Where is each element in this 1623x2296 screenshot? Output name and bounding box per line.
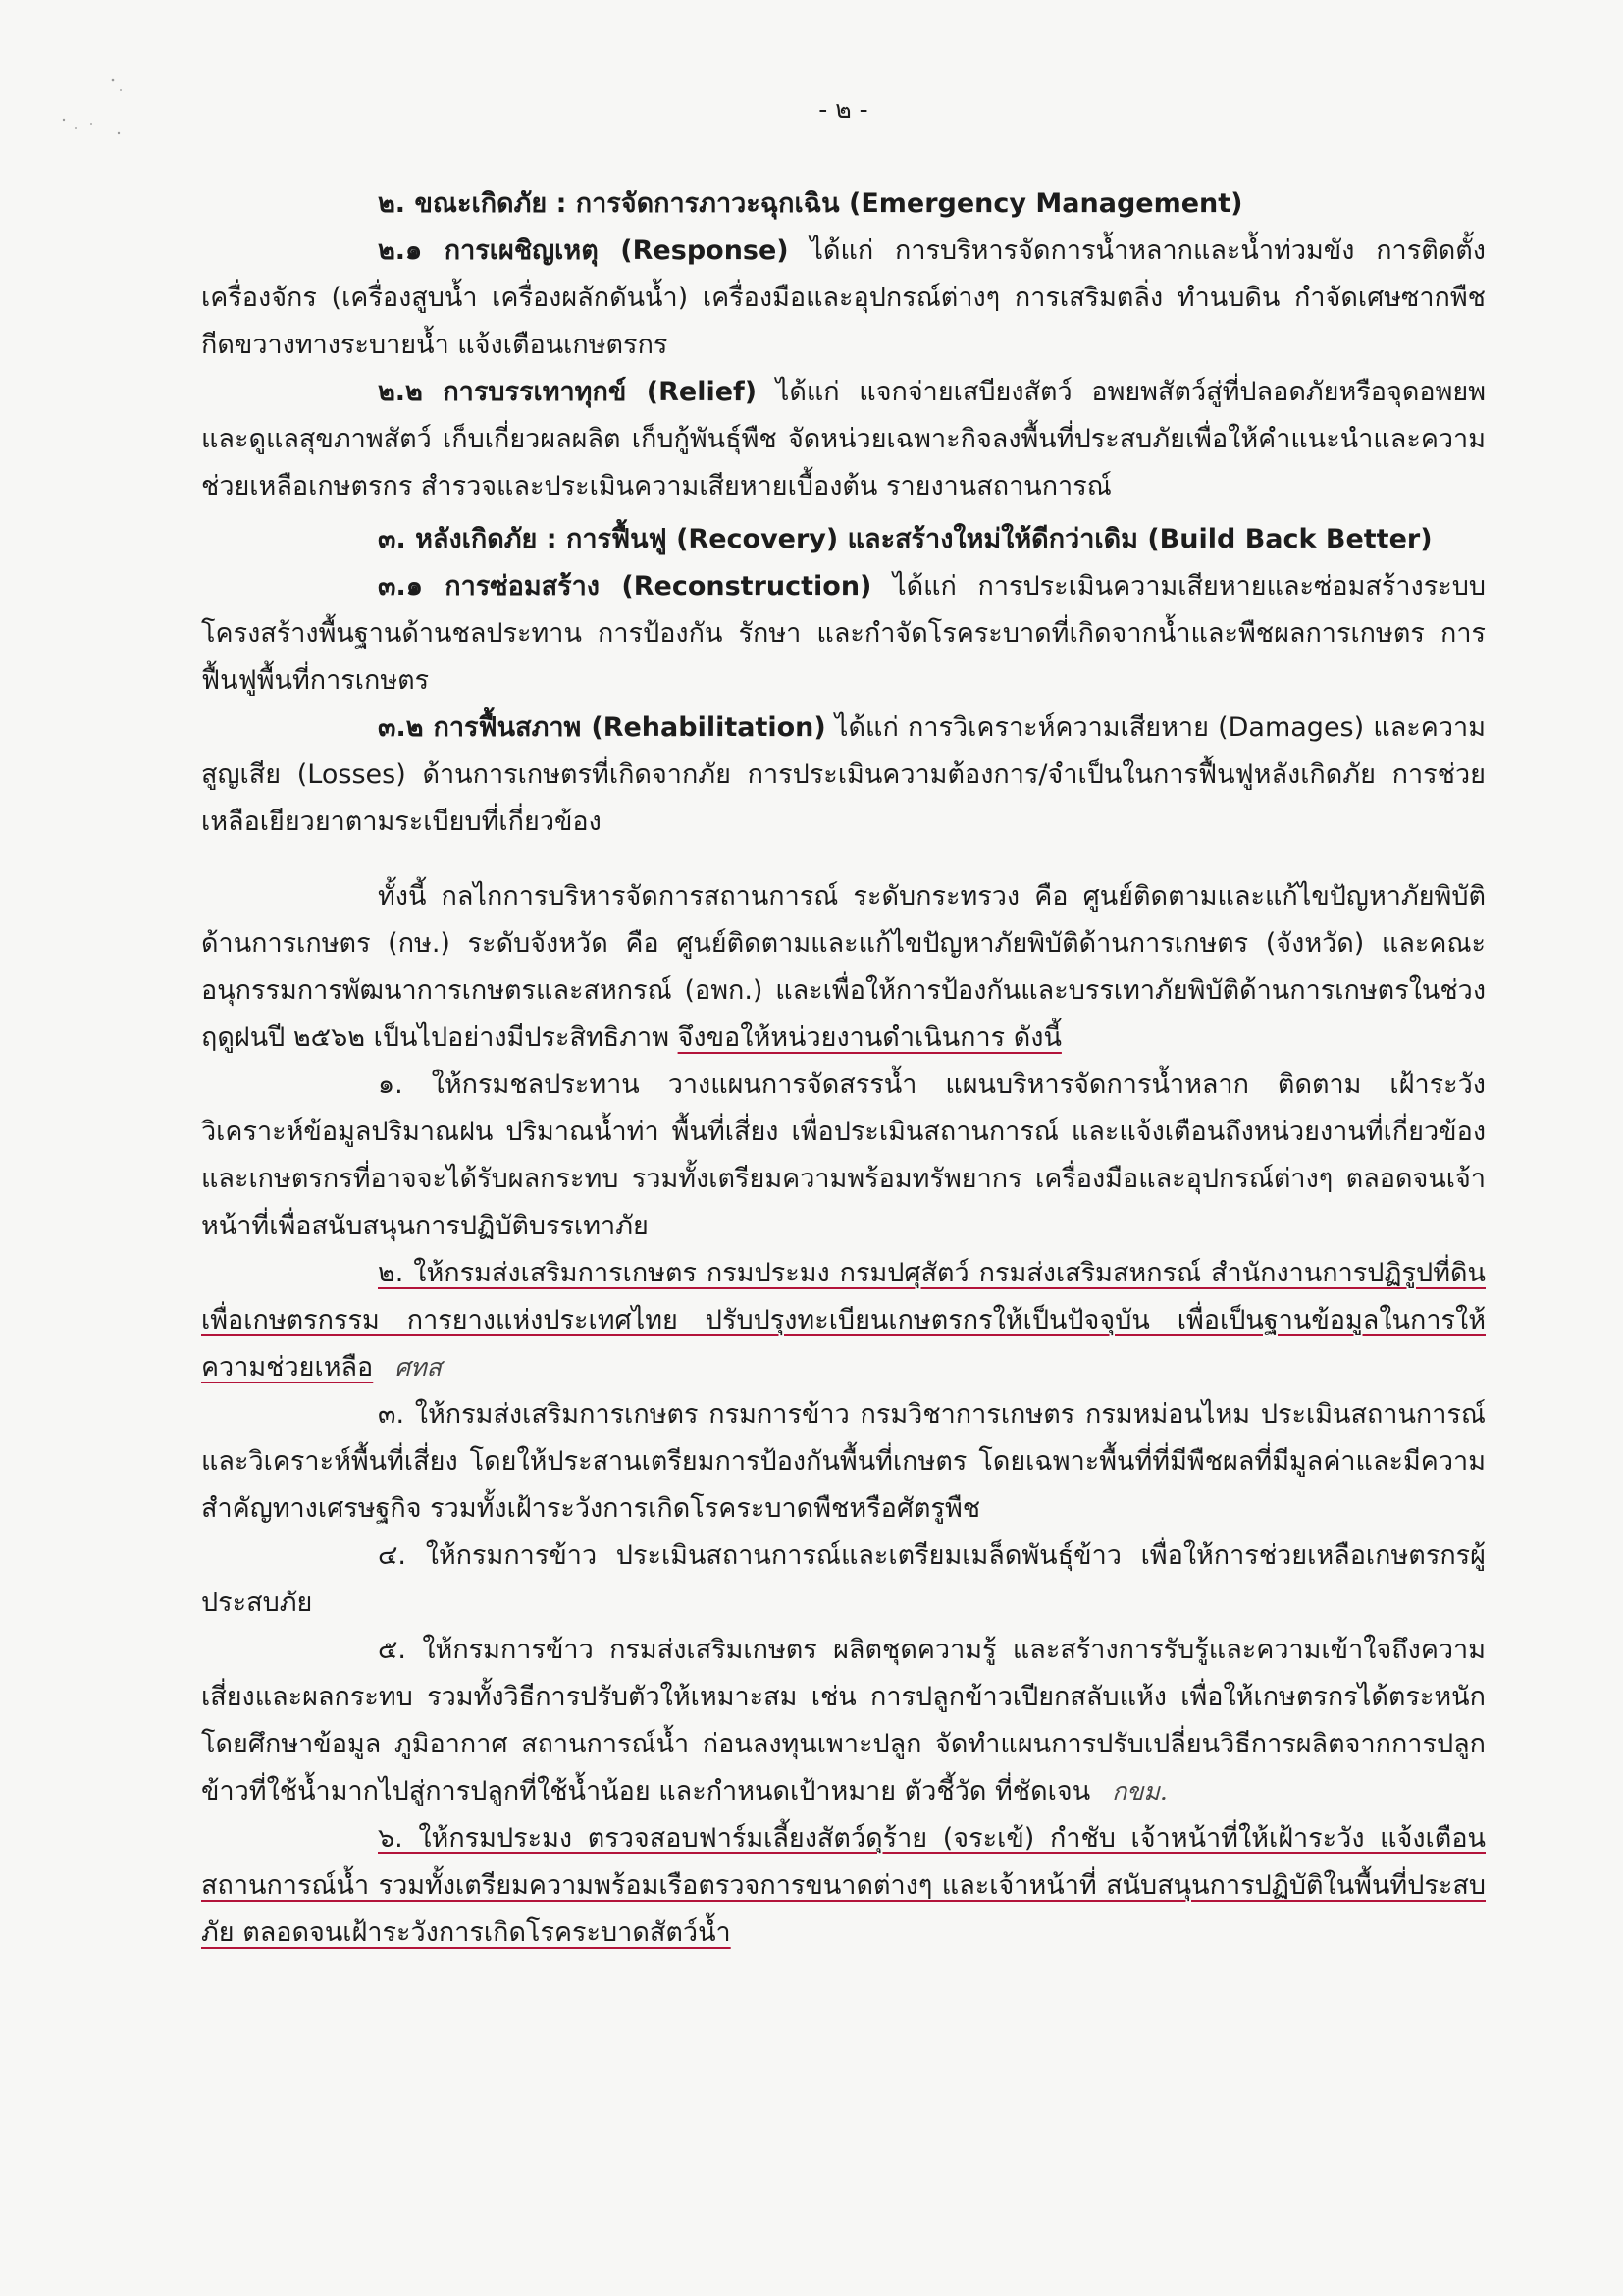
item-2 — [201, 1250, 1486, 1391]
section-3-2-title: ๓.๒ การฟื้นสภาพ (Rehabilitation) — [378, 712, 826, 743]
section-3-1-text: ได้แก่ การประเมินความเสียหายและซ่อมสร้างระบบโครงสร้างพื้นฐานด้านชลประทาน การป้องกัน รักษา และกำจัดโรคระบาดที่เกิดจากน้ำและพืชผลการเกษตร การฟื้นฟูพื้นที่การเกษตร — [201, 571, 1486, 696]
section-3-2-text: ได้แก่ การวิเคราะห์ความเสียหาย (Damages) และความสูญเสีย (Losses) ด้านการเกษตรที่เกิดจากภัย การประเมินความต้องการ/จำเป็นในการฟื้นฟูหลังเกิดภัย การช่วยเหลือเยียวยาตามระเบียบที่เกี่ยวข้อง — [201, 712, 1486, 837]
summary-text: ทั้งนี้ กลไกการบริหารจัดการสถานการณ์ ระดับกระทรวง คือ ศูนย์ติดตามและแก้ไขปัญหาภัยพิบัติด้านการเกษตร (กษ.) ระดับจังหวัด คือ ศูนย์ติดตามและแก้ไขปัญหาภัยพิบัติด้านการเกษตร (จังหวัด) และคณะอนุกรรมการพัฒนาการเกษตรและสหกรณ์ (อพก.) และเพื่อให้การป้องกันและบรรเทาภัยพิบัติด้านการเกษตรในช่วงฤดูฝนปี ๒๕๖๒ เป็นไปอย่างมีประสิทธิภาพ — [201, 881, 1486, 1053]
page-number: - ๒ - — [818, 95, 868, 124]
item-3-text: ๓. ให้กรมส่งเสริมการเกษตร กรมการข้าว กรมวิชาการเกษตร กรมหม่อนไหม ประเมินสถานการณ์และวิเคราะห์พื้นที่เสี่ยง โดยให้ประสานเตรียมการป้องกันพื้นที่เกษตร โดยเฉพาะพื้นที่ที่มีพืชผลที่มีมูลค่าและมีความสำคัญทางเศรษฐกิจ รวมทั้งเฝ้าระวังการเกิดโรคระบาดพืชหรือศัตรูพืช — [201, 1399, 1486, 1524]
section-2-2-text: ได้แก่ แจกจ่ายเสบียงสัตว์ อพยพสัตว์สู่ที่ปลอดภัยหรือจุดอพยพ และดูแลสุขภาพสัตว์ เก็บเกี่ยวผลผลิต เก็บกู้พันธุ์พืช จัดหน่วยเฉพาะกิจลงพื้นที่ประสบภัยเพื่อให้คำแนะนำและความช่วยเหลือเกษตรกร สำรวจและประเมินความเสียหายเบื้องต้น รายงานสถานการณ์ — [201, 377, 1486, 501]
section-2-1-text: ได้แก่ การบริหารจัดการน้ำหลากและน้ำท่วมขัง การติดตั้งเครื่องจักร (เครื่องสูบน้ำ เครื่องผลักดันน้ำ) เครื่องมือและอุปกรณ์ต่างๆ การเสริมตลิ่ง ทำนบดิน กำจัดเศษซากพืชกีดขวางทางระบายน้ำ แจ้งเตือนเกษตรกร — [201, 235, 1486, 360]
item-1 — [201, 1062, 1486, 1250]
item-5-handwritten-note: กขม. — [1112, 1777, 1168, 1805]
item-6 — [201, 1815, 1486, 1957]
section-2-2-paragraph — [201, 369, 1486, 510]
item-6-text: ๖. ให้กรมประมง ตรวจสอบฟาร์มเลี้ยงสัตว์ดุร้าย (จระเข้) กำชับ เจ้าหน้าที่ให้เฝ้าระวัง แจ้งเตือนสถานการณ์น้ำ รวมทั้งเตรียมความพร้อมเรือตรวจการขนาดต่างๆ และเจ้าหน้าที่ สนับสนุนการปฏิบัติในพื้นที่ประสบภัย ตลอดจนเฝ้าระวังการเกิดโรคระบาดสัตว์น้ำ — [201, 1823, 1486, 1948]
section-2-1-title: ๒.๑ การเผชิญเหตุ (Response) — [378, 235, 789, 266]
item-1-text: ๑. ให้กรมชลประทาน วางแผนการจัดสรรน้ำ แผนบริหารจัดการน้ำหลาก ติดตาม เฝ้าระวัง วิเคราะห์ข้อมูลปริมาณฝน ปริมาณน้ำท่า พื้นที่เสี่ยง เพื่อประเมินสถานการณ์ และแจ้งเตือนถึงหน่วยงานที่เกี่ยวข้องและเกษตรกรที่อาจจะได้รับผลกระทบ รวมทั้งเตรียมความพร้อมทรัพยากร เครื่องมือและอุปกรณ์ต่างๆ ตลอดจนเจ้าหน้าที่เพื่อสนับสนุนการปฏิบัติบรรเทาภัย — [201, 1070, 1486, 1241]
item-4-text: ๔. ให้กรมการข้าว ประเมินสถานการณ์และเตรียมเมล็ดพันธุ์ข้าว เพื่อให้การช่วยเหลือเกษตรกรผู้ประสบภัย — [201, 1540, 1486, 1618]
item-2-handwritten-note: ศทส — [394, 1353, 442, 1382]
item-5 — [201, 1627, 1486, 1815]
item-2-text: ๒. ให้กรมส่งเสริมการเกษตร กรมประมง กรมปศุสัตว์ กรมส่งเสริมสหกรณ์ สำนักงานการปฏิรูปที่ดินเพื่อเกษตรกรรม การยางแห่งประเทศไทย ปรับปรุงทะเบียนเกษตรกรให้เป็นปัจจุบัน เพื่อเป็นฐานข้อมูลในการให้ความช่วยเหลือ — [201, 1258, 1486, 1383]
section-2-1-paragraph — [201, 228, 1486, 369]
section-2-heading: ๒. ขณะเกิดภัย : การจัดการภาวะฉุกเฉิน (Emergency Management) — [378, 188, 1243, 219]
section-2-2-title: ๒.๒ การบรรเทาทุกข์ (Relief) — [378, 377, 758, 407]
section-3-1-title: ๓.๑ การซ่อมสร้าง (Reconstruction) — [378, 571, 872, 601]
summary-underlined-text: จึงขอให้หน่วยงานดำเนินการ ดังนี้ — [677, 1022, 1062, 1053]
section-3-1-paragraph — [201, 563, 1486, 704]
item-3 — [201, 1391, 1486, 1533]
section-3-2-paragraph — [201, 704, 1486, 846]
summary-paragraph — [201, 873, 1486, 1062]
item-4 — [201, 1533, 1486, 1627]
item-5-text: ๕. ให้กรมการข้าว กรมส่งเสริมเกษตร ผลิตชุดความรู้ และสร้างการรับรู้และความเข้าใจถึงความเสี่ยงและผลกระทบ รวมทั้งวิธีการปรับตัวให้เหมาะสม เช่น การปลูกข้าวเปียกสลับแห้ง เพื่อให้เกษตรกรได้ตระหนักโดยศึกษาข้อมูล ภูมิอากาศ สถานการณ์น้ำ ก่อนลงทุนเพาะปลูก จัดทำแผนการปรับเปลี่ยนวิธีการผลิตจากการปลูกข้าวที่ใช้น้ำมากไปสู่การปลูกที่ใช้น้ำน้อย และกำหนดเป้าหมาย ตัวชี้วัด ที่ชัดเจน — [201, 1635, 1486, 1806]
section-3-heading: ๓. หลังเกิดภัย : การฟื้นฟู (Recovery) และสร้างใหม่ให้ดีกว่าเดิม (Build Back Better) — [378, 524, 1433, 554]
